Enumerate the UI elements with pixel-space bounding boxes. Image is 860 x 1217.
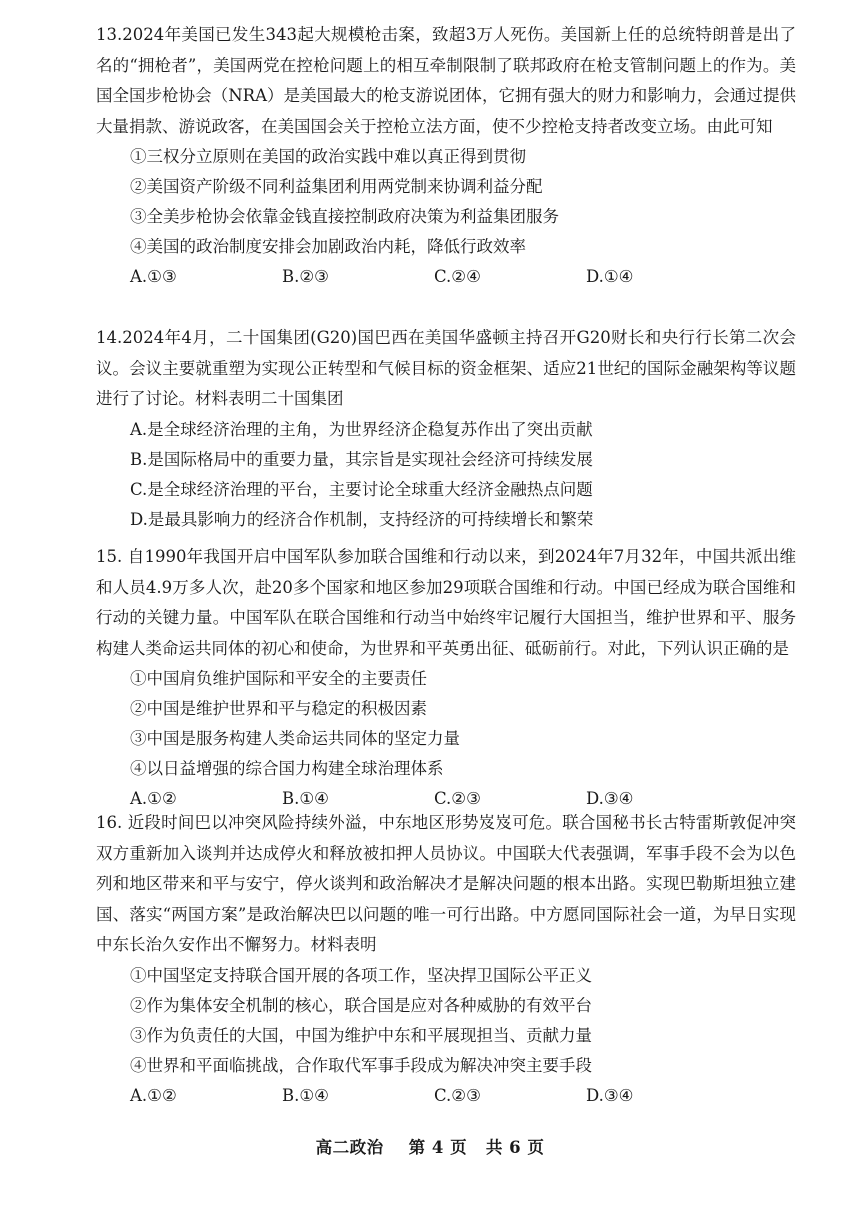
choice-c: C.②③: [434, 789, 481, 809]
choice-c: C.②③: [434, 1085, 481, 1105]
statement-item: ③全美步枪协会依靠金钱直接控制政府决策为利益集团服务: [130, 207, 559, 227]
choice-c: C.②④: [434, 267, 481, 287]
statement-list: [96, 142, 796, 262]
option-c: C.是全球经济治理的平台，主要讨论全球重大经济金融热点问题: [130, 479, 593, 499]
statement-item: ①中国坚定支持联合国开展的各项工作，坚决捍卫国际公平正义: [130, 965, 592, 985]
option-d: D.是最具影响力的经济合作机制，支持经济的可持续增长和繁荣: [130, 509, 594, 529]
choice-d: D.③④: [586, 1085, 634, 1105]
choice-a: A.①②: [130, 1085, 177, 1105]
question-stem: 16. 近段时间巴以冲突风险持续外溢，中东地区形势岌岌可危。联合国秘书长古特雷斯敦促冲突双方重新加入谈判并达成停火和释放被扣押人员协议。中国联大代表强调，军事手段不会为以色列和地区带来和平与安宁，停火谈判和政治解决才是解决问题的根本出路。实现巴勒斯坦独立建国、落实“两国方案”是政治解决巴以问题的唯一可行出路。中方愿同国际社会一道，为早日实现中东长治久安作出不懈努力。材料表明: [96, 813, 796, 955]
choice-b: B.①④: [282, 789, 329, 809]
question-14: [96, 323, 796, 535]
question-13: [96, 20, 796, 292]
statement-item: ①三权分立原则在美国的政治实践中难以真正得到贯彻: [130, 147, 526, 167]
statement-item: ②美国资产阶级不同利益集团利用两党制来协调利益分配: [130, 177, 543, 197]
choice-d: D.①④: [586, 267, 634, 287]
choice-b: B.②③: [282, 267, 329, 287]
page-footer: [0, 1134, 860, 1158]
statement-item: ④以日益增强的综合国力构建全球治理体系: [130, 759, 444, 779]
question-15: [96, 542, 796, 814]
statement-item: ④世界和平面临挑战，合作取代军事手段成为解决冲突主要手段: [130, 1055, 592, 1075]
question-stem: 13.2024年美国已发生343起大规模枪击案，致超3万人死伤。美国新上任的总统特朗普是出了名的“拥枪者”，美国两党在控枪问题上的相互牵制限制了联邦政府在枪支管制问题上的作为。美国全国步枪协会（NRA）是美国最大的枪支游说团体，它拥有强大的财力和影响力，会通过提供大量捐款、游说政客，在美国国会关于控枪立法方面，使不少控枪支持者改变立场。由此可知: [96, 25, 796, 136]
statement-item: ②作为集体安全机制的核心，联合国是应对各种威胁的有效平台: [130, 995, 592, 1015]
statement-item: ④美国的政治制度安排会加剧政治内耗，降低行政效率: [130, 237, 526, 257]
answer-choices: [96, 1081, 796, 1111]
choice-a: A.①②: [130, 789, 177, 809]
statement-item: ③中国是服务构建人类命运共同体的坚定力量: [130, 729, 460, 749]
footer-total-pages: 共 6 页: [485, 1138, 545, 1157]
question-stem: 14.2024年4月，二十国集团(G20)国巴西在美国华盛顿主持召开G20财长和央行行长第二次会议。会议主要就重塑为实现公正转型和气候目标的资金框架、适应21世纪的国际金融架构等议题进行了讨论。材料表明二十国集团: [96, 328, 796, 409]
question-stem: 15. 自1990年我国开启中国军队参加联合国维和行动以来，到2024年7月32年，中国共派出维和人员4.9万多人次，赴20多个国家和地区参加29项联合国维和行动。中国已经成为联合国维和行动的关键力量。中国军队在联合国维和行动当中始终牢记履行大国担当，维护世界和平、服务构建人类命运共同体的初心和使命，为世界和平英勇出征、砥砺前行。对此，下列认识正确的是: [96, 547, 796, 658]
answer-choices: [96, 262, 796, 292]
statement-item: ③作为负责任的大国，中国为维护中东和平展现担当、贡献力量: [130, 1025, 592, 1045]
question-16: [96, 808, 796, 1111]
choice-b: B.①④: [282, 1085, 329, 1105]
option-list: [96, 415, 796, 535]
statement-list: [96, 664, 796, 784]
footer-page-number: 第 4 页: [408, 1138, 468, 1157]
statement-list: [96, 961, 796, 1081]
option-a: A.是全球经济治理的主角，为世界经济企稳复苏作出了突出贡献: [130, 419, 593, 439]
choice-d: D.③④: [586, 789, 634, 809]
option-b: B.是国际格局中的重要力量，其宗旨是实现社会经济可持续发展: [130, 449, 593, 469]
statement-item: ①中国肩负维护国际和平安全的主要责任: [130, 669, 427, 689]
statement-item: ②中国是维护世界和平与稳定的积极因素: [130, 699, 427, 719]
footer-subject: 高二政治: [315, 1138, 384, 1157]
choice-a: A.①③: [130, 267, 177, 287]
